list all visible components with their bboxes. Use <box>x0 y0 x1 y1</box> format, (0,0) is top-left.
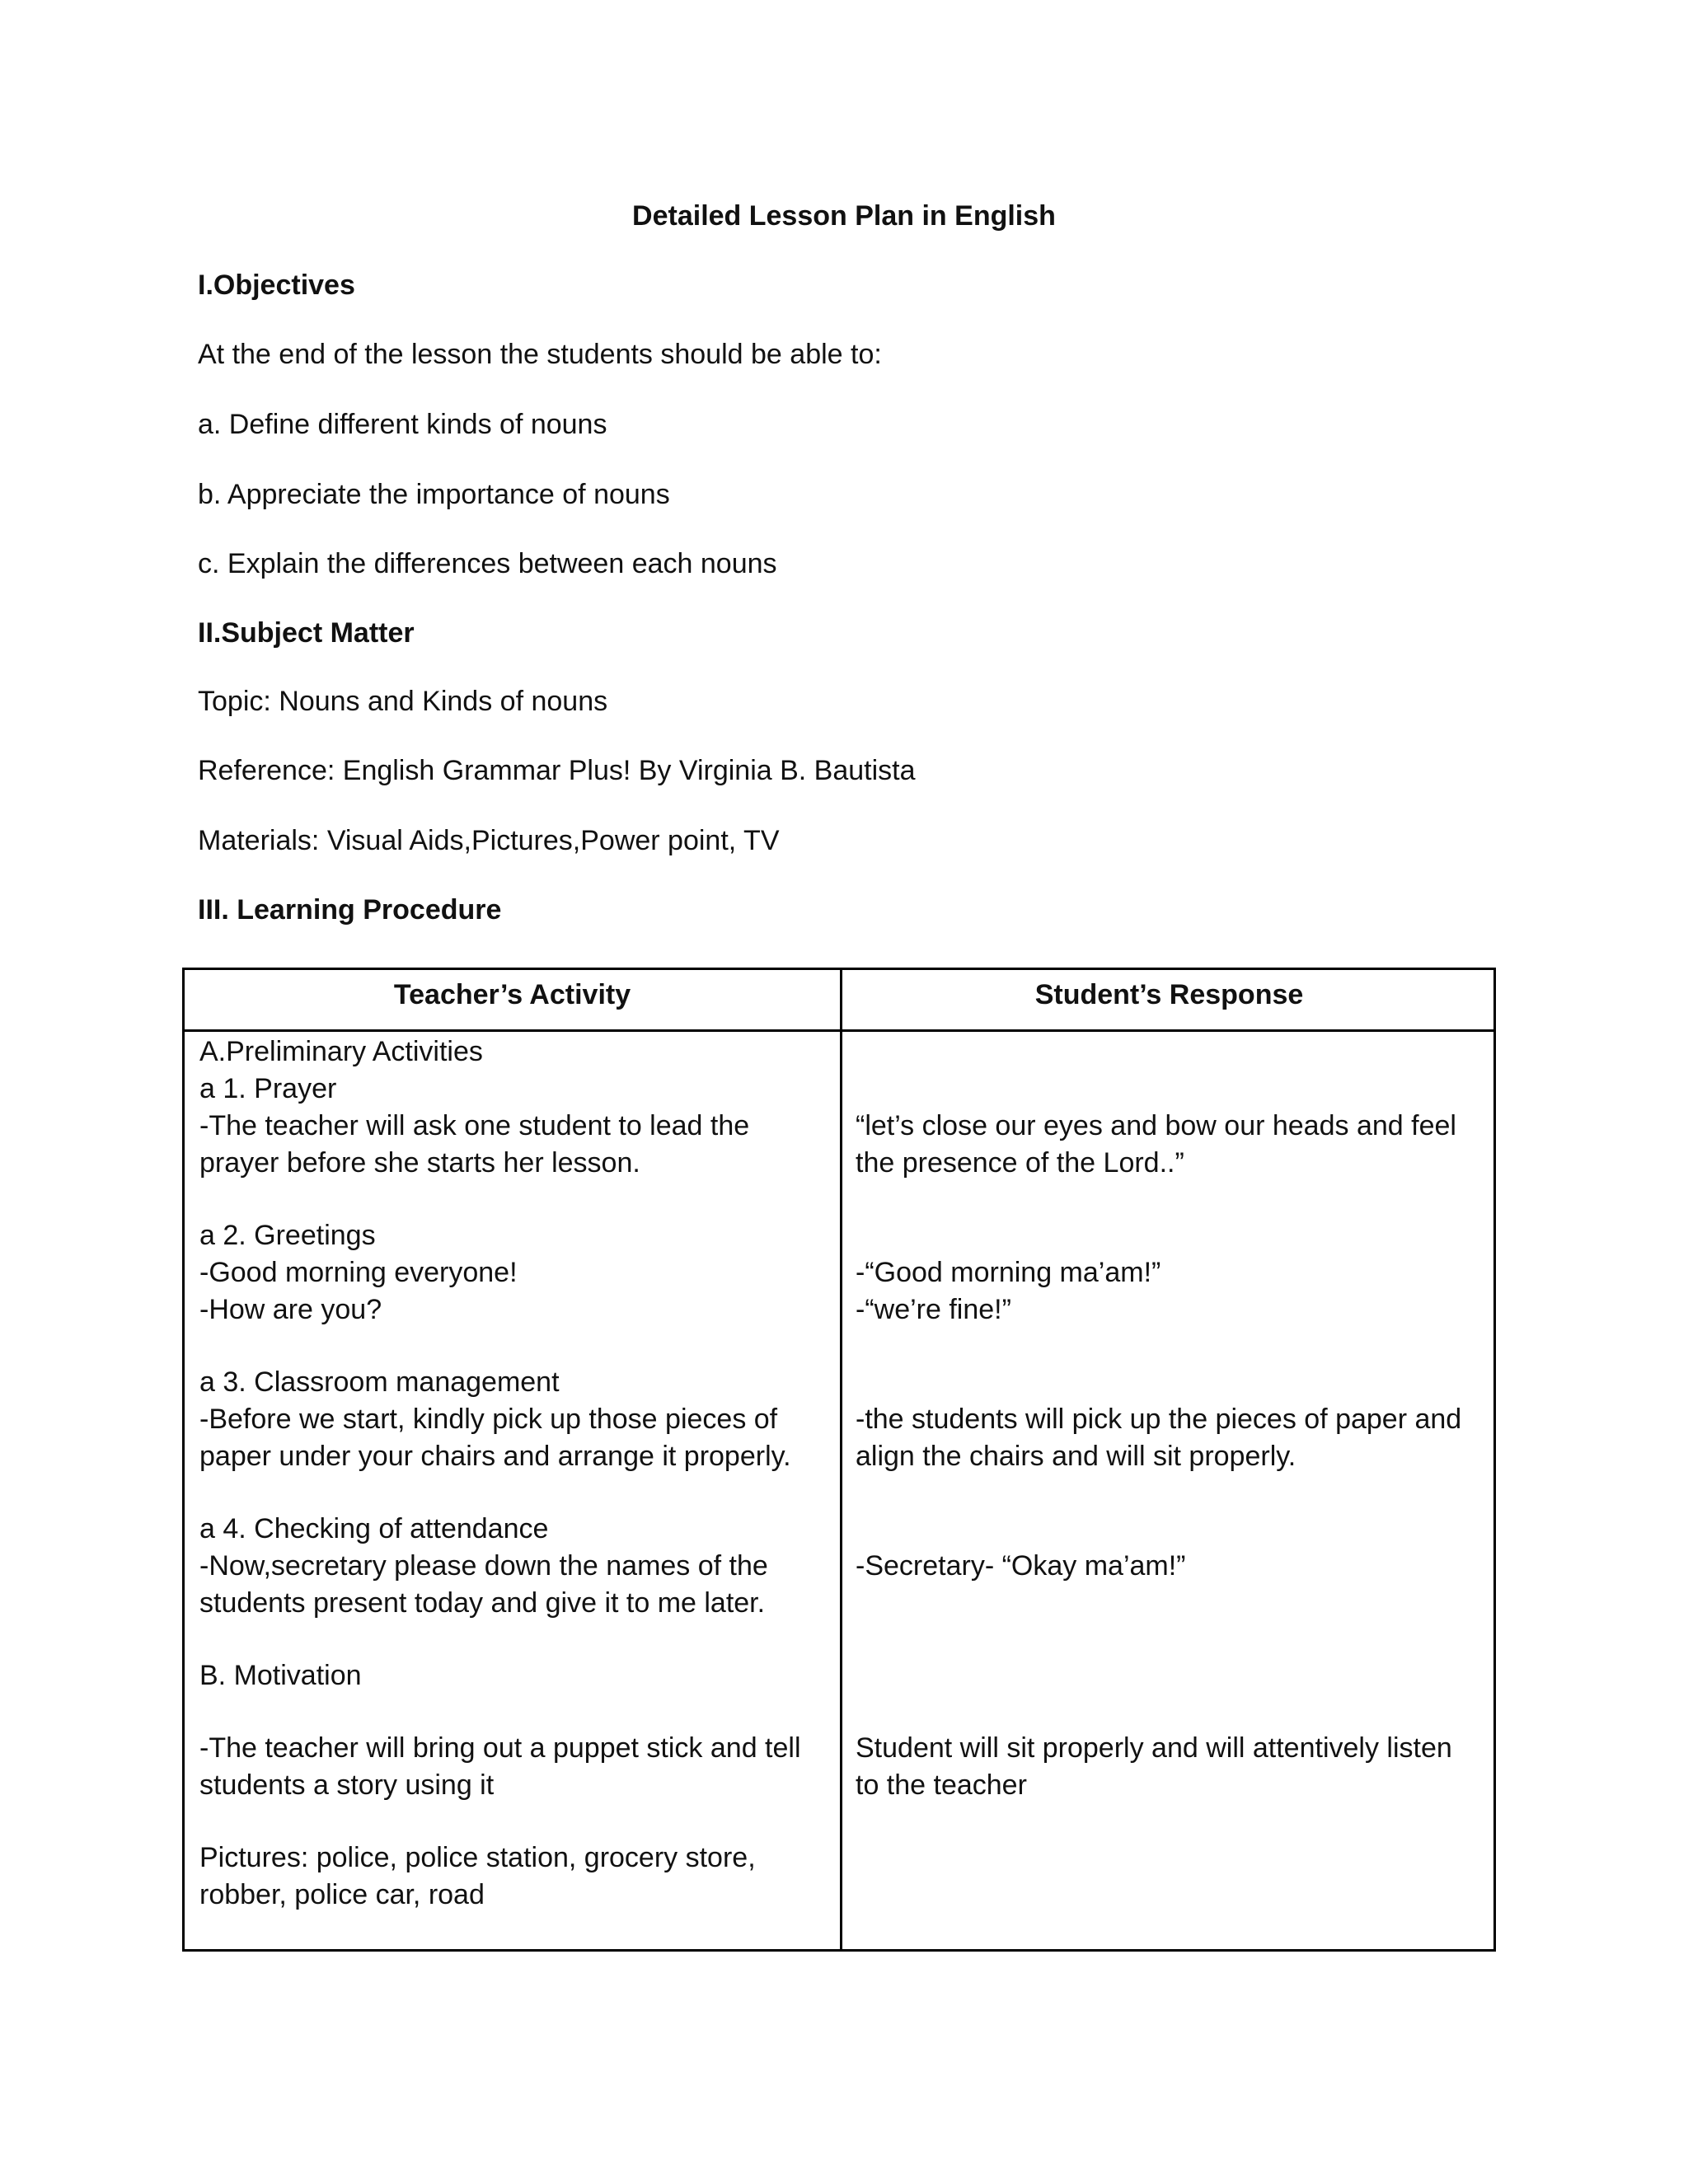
student-line: the presence of the Lord..” <box>856 1147 1184 1179</box>
objective-item-a: a. Define different kinds of nouns <box>198 409 607 440</box>
subject-matter-heading: II.Subject Matter <box>198 617 415 649</box>
teacher-line: -Good morning everyone! <box>199 1257 518 1288</box>
student-line: -the students will pick up the pieces of paper and <box>856 1404 1462 1435</box>
objective-item-b: b. Appreciate the importance of nouns <box>198 479 670 510</box>
teacher-line: prayer before she starts her lesson. <box>199 1147 640 1179</box>
objective-item-c: c. Explain the differences between each nouns <box>198 548 777 579</box>
teacher-line: Pictures: police, police station, grocery store, <box>199 1842 756 1873</box>
teacher-line: a 3. Classroom management <box>199 1366 560 1398</box>
procedure-heading: III. Learning Procedure <box>198 894 502 926</box>
column-header-student: Student’s Response <box>1034 979 1304 1010</box>
teacher-line: students present today and give it to me later. <box>199 1587 766 1619</box>
teacher-line: -The teacher will ask one student to lead the <box>199 1110 750 1141</box>
document-title: Detailed Lesson Plan in English <box>632 200 1056 232</box>
student-line: -Secretary- “Okay ma’am!” <box>856 1550 1186 1582</box>
header-divider <box>185 1029 1493 1032</box>
teacher-line: -How are you? <box>199 1294 382 1325</box>
student-line: align the chairs and will sit properly. <box>856 1441 1296 1472</box>
subject-topic: Topic: Nouns and Kinds of nouns <box>198 686 608 717</box>
teacher-line: A.Preliminary Activities <box>199 1036 483 1067</box>
teacher-line: B. Motivation <box>199 1660 362 1691</box>
teacher-line: -Now,secretary please down the names of the <box>199 1550 768 1582</box>
student-line: Student will sit properly and will attentively listen <box>856 1732 1452 1764</box>
teacher-line: a 4. Checking of attendance <box>199 1513 549 1544</box>
student-line: to the teacher <box>856 1769 1027 1801</box>
subject-materials: Materials: Visual Aids,Pictures,Power point, TV <box>198 825 780 856</box>
student-line: -“we’re fine!” <box>856 1294 1011 1325</box>
teacher-line: -The teacher will bring out a puppet stick and tell <box>199 1732 801 1764</box>
teacher-line: students a story using it <box>199 1769 495 1801</box>
column-header-teacher: Teacher’s Activity <box>393 979 631 1010</box>
teacher-line: paper under your chairs and arrange it properly. <box>199 1441 791 1472</box>
student-line: “let’s close our eyes and bow our heads and feel <box>856 1110 1456 1141</box>
student-line: -“Good morning ma’am!” <box>856 1257 1161 1288</box>
objectives-intro: At the end of the lesson the students should be able to: <box>198 339 882 370</box>
teacher-line: a 1. Prayer <box>199 1073 337 1104</box>
column-divider <box>840 970 842 1949</box>
objectives-heading: I.Objectives <box>198 269 355 301</box>
teacher-line: robber, police car, road <box>199 1879 485 1910</box>
subject-reference: Reference: English Grammar Plus! By Virginia B. Bautista <box>198 755 916 786</box>
teacher-line: -Before we start, kindly pick up those pieces of <box>199 1404 778 1435</box>
teacher-line: a 2. Greetings <box>199 1220 376 1251</box>
procedure-table <box>182 968 1496 1952</box>
